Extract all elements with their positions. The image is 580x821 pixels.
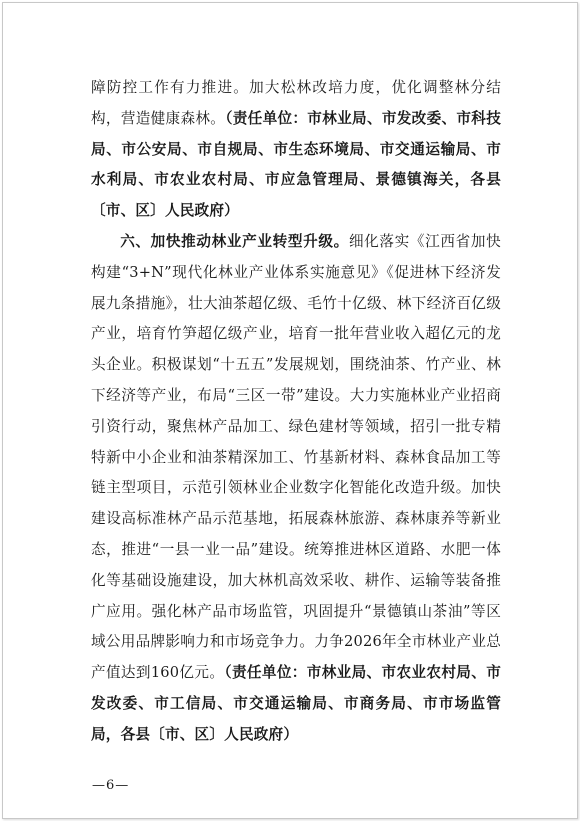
page (2, 2, 578, 819)
responsibility-units: （责任单位：市林业局、市农业农村局、市发改委、市工信局、市交通运输局、市商务局、市市场监管局，各县〔市、区〕人民政府） (91, 664, 501, 743)
paragraph-continued (91, 73, 501, 227)
paragraph-section-six (91, 227, 501, 751)
section-heading: 六、加快推动林业产业转型升级。 (120, 232, 349, 250)
responsibility-units: （责任单位：市林业局、市发改委、市科技局、市公安局、市自规局、市生态环境局、市交通运输局、市水利局、市农业农村局、市应急管理局、景德镇海关，各县〔市、区〕人民政府） (91, 109, 501, 220)
paragraph-text: 障防控工作有力推进。加大松林改培力度，优化调整林分结构，营造健康森林。 (91, 79, 501, 127)
page-number: —6— (92, 778, 130, 793)
document-body (91, 73, 501, 751)
paragraph-text: 细化落实《江西省加快构建“3+N”现代化林业产业体系实施意见》《促进林下经济发展九条措施》，壮大油茶超亿级、毛竹十亿级、林下经济百亿级产业，培育竹笋超亿级产业，培育一批年营业收入超亿元的龙头企业。积极谋划“十五五”发展规划，围绕油茶、竹产业、林下经济等产业，布局“三区一带”建设。大力实施林业产业招商引资行动，聚焦林产品加工、绿色建材等领域，招引一批专精特新中小企业和油茶精深加工、竹基新材料、森林食品加工等链主型项目，示范引领林业企业数字化智能化改造升级。加快建设高标准林产品示范基地，拓展森林旅游、森林康养等新业态，推进“一县一业一品”建设。统筹推进林区道路、水肥一体化等基础设施建设，加大林机高效采收、耕作、运输等装备推广应用。强化林产品市场监管，巩固提升“景德镇山茶油”等区域公用品牌影响力和市场竞争力。力争2026年全市林业产业总产值达到160亿元。 (91, 232, 501, 682)
